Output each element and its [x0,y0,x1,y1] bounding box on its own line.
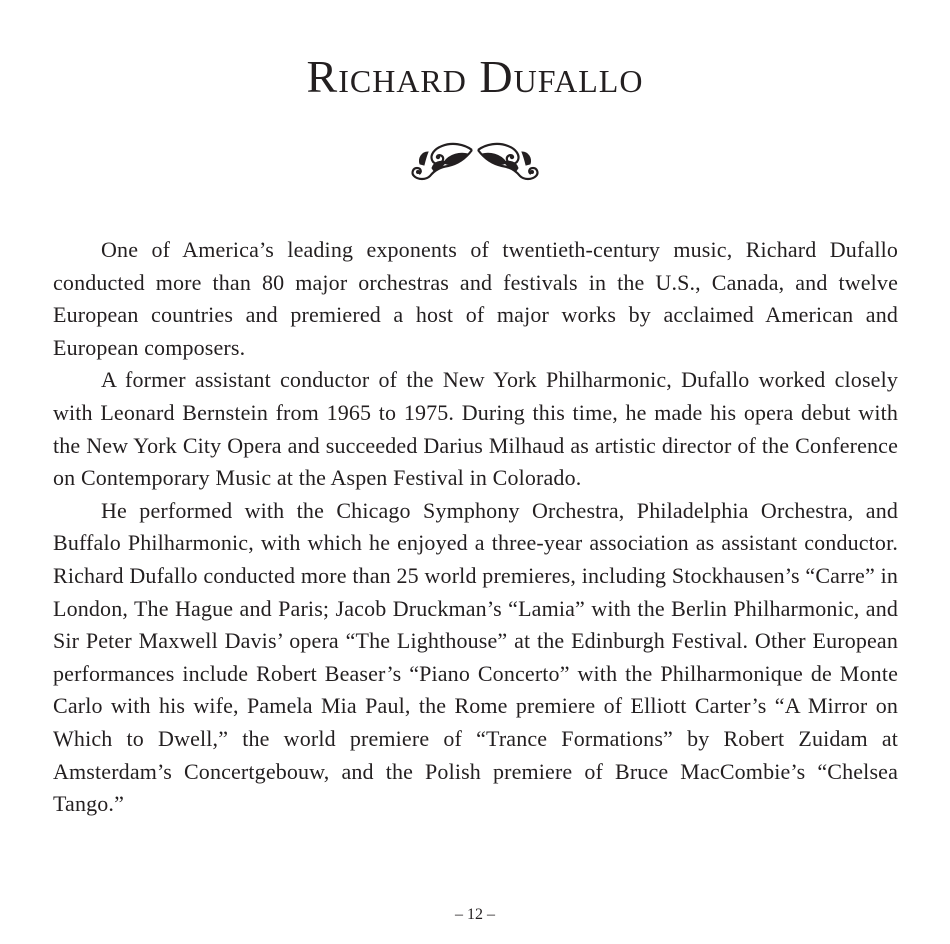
paragraph: One of America’s leading exponents of twentieth-century music, Richard Dufallo conducted more than 80 major orchestras and festivals in the U.S., Canada, and twelve European countries and premiered a host of major works by acclaimed American and European composers. [53,237,898,360]
page-number: – 12 – [455,906,495,923]
acanthus-scroll-ornament-icon [408,140,542,182]
biography-text [53,234,898,821]
paragraph: He performed with the Chicago Symphony Orchestra, Philadelphia Orchestra, and Buffalo Philharmonic, with which he enjoyed a three-year association as assistant conductor. Richard Dufallo conducted more than 25 world premieres, including Stockhausen’s “Carre” in London, The Hague and Paris; Jacob Druckman’s “Lamia” with the Berlin Philharmonic, and Sir Peter Maxwell Davis’ opera “The Lighthouse” at the Edinburgh Festival. Other European performances include Robert Beaser’s “Piano Concerto” with the Philharmonique de Monte Carlo with his wife, Pamela Mia Paul, the Rome premiere of Elliott Carter’s “A Mirror on Which to Dwell,” the world premiere of “Trance Formations” by Robert Zuidam at Amsterdam’s Concertgebouw, and the Polish premiere of Bruce MacCombie’s “Chelsea Tango.” [53,497,898,817]
page-title: Richard Dufallo [306,51,644,102]
paragraph: A former assistant conductor of the New York Philharmonic, Dufallo worked closely with Leonard Bernstein from 1965 to 1975. During this time, he made his opera debut with the New York City Opera and succeeded Darius Milhaud as artistic director of the Conference on Contemporary Music at the Aspen Festival in Colorado. [53,367,898,491]
